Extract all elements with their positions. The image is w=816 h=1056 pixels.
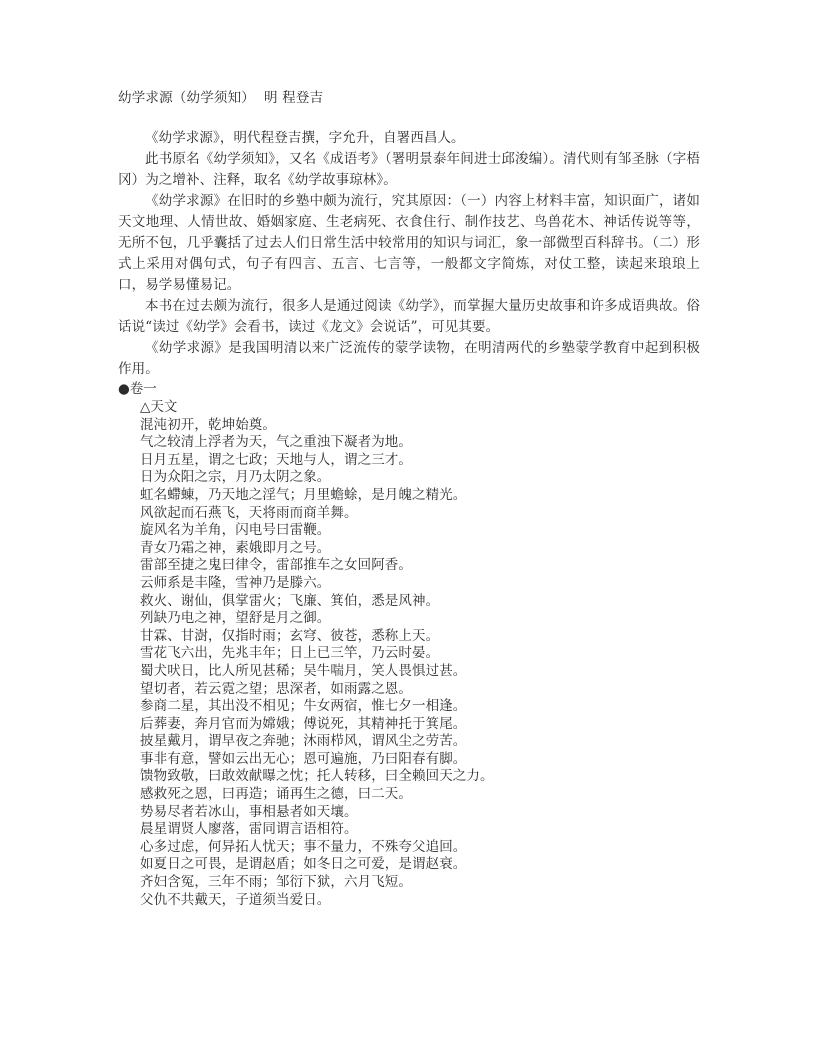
intro-paragraph-5: 《幼学求源》是我国明清以来广泛流传的蒙学读物，在明清两代的乡塾蒙学教育中起到积极作用。 <box>118 340 700 377</box>
verse-line: 势易尽者若冰山，事相悬者如天壤。 <box>140 803 358 820</box>
verse-line: 气之较清上浮者为天，气之重浊下凝者为地。 <box>140 434 412 451</box>
verse-line: 齐妇含冤，三年不雨；邹衍下狱，六月飞短。 <box>140 874 412 891</box>
verse-line: 感救死之恩，曰再造；诵再生之德，曰二天。 <box>140 786 412 803</box>
verse-line: 晨星谓贤人廖落，雷同谓言语相符。 <box>140 821 358 838</box>
verse-line: 云师系是丰隆，雪神乃是滕六。 <box>140 574 331 591</box>
verse-line: 父仇不共戴天，子道须当爱日。 <box>140 891 331 908</box>
verse-line: 混沌初开，乾坤始奠。 <box>140 416 276 433</box>
verse-line: 甘霖、甘澍，仅指时雨；玄穹、彼苍，悉称上天。 <box>140 627 440 644</box>
verse-line: 旋风名为羊角，闪电号曰雷鞭。 <box>140 522 331 539</box>
verse-line: 日月五星，谓之七政；天地与人，谓之三才。 <box>140 451 412 468</box>
verse-line: 日为众阳之宗，月乃太阴之象。 <box>140 469 331 486</box>
intro-paragraph-2: 此书原名《幼学须知》，又名《成语考》（署明景泰年间进士邱浚编）。清代则有邹圣脉（字梧冈）为之增补、注释，取名《幼学故事琼林》。 <box>118 151 700 188</box>
verse-line: 雷部至捷之鬼曰律令，雷部推车之女回阿香。 <box>140 557 412 574</box>
intro-paragraph-3: 《幼学求源》在旧时的乡塾中颇为流行，究其原因：（一）内容上材料丰富，知识面广，诸如天文地理、人情世故、婚姻家庭、生老病死、衣食住行、制作技艺、鸟兽花木、神话传说等等，无所不包，几乎囊括了过去人们日常生活中较常用的知识与词汇，象一部微型百科辞书。（二）形式上采用对偶句式，句子有四言、五言、七言等，一般都文字简炼，对仗工整，读起来琅琅上口，易学易懂易记。 <box>118 193 700 293</box>
volume-marker-juan-yi: ●卷一 <box>118 381 157 397</box>
verse-line: 参商二星，其出没不相见；牛女两宿，惟七夕一相逢。 <box>140 698 467 715</box>
verse-line: 望切者，若云霓之望；思深者，如雨露之恩。 <box>140 680 412 697</box>
verse-line: 蜀犬吠日，比人所见甚稀；吴牛喘月，笑人畏惧过甚。 <box>140 662 467 679</box>
verse-line: 列缺乃电之神，望舒是月之御。 <box>140 610 331 627</box>
intro-paragraph-4: 本书在过去颇为流行，很多人是通过阅读《幼学》，而掌握大量历史故事和许多成语典故。俗话说“读过《幼学》会看书，读过《龙文》会说话”，可见其要。 <box>118 298 700 335</box>
verse-line: 馈物致敬，曰敢效献曝之忱；托人转移，曰全赖回天之力。 <box>140 768 494 785</box>
verse-line: 如夏日之可畏，是谓赵盾；如冬日之可爱，是谓赵衰。 <box>140 856 467 873</box>
verse-line: 虹名螮蝀，乃天地之淫气；月里蟾蜍，是月魄之精光。 <box>140 486 467 503</box>
document-content <box>118 88 700 909</box>
verse-line: 后葬妻，奔月官而为嫦娥；傅说死，其精神托于箕尾。 <box>140 715 467 732</box>
verse-line: 心多过虑，何异拓人忧天；事不量力，不殊夸父追回。 <box>140 838 467 855</box>
verse-line: 雪花飞六出，先兆丰年；日上已三竿，乃云时晏。 <box>140 645 440 662</box>
document-title-line: 幼学求源（幼学须知） 明 程登吉 <box>118 90 324 106</box>
intro-paragraph-1: 《幼学求源》，明代程登吉撰，字允升，自署西昌人。 <box>145 130 465 146</box>
section-heading-tianwen: △天文 <box>140 399 178 415</box>
verse-list <box>118 417 700 910</box>
verse-line: 披星戴月，谓早夜之奔驰；沐雨栉风，谓风尘之劳苦。 <box>140 733 467 750</box>
verse-line: 青女乃霜之神，素娥即月之号。 <box>140 539 331 556</box>
verse-line: 救火、谢仙，俱掌雷火；飞廉、箕伯，悉是风神。 <box>140 592 440 609</box>
verse-line: 事非有意，譬如云出无心；恩可遍施，乃曰阳春有脚。 <box>140 750 467 767</box>
verse-line: 风欲起而石燕飞，天将雨而商羊舞。 <box>140 504 358 521</box>
